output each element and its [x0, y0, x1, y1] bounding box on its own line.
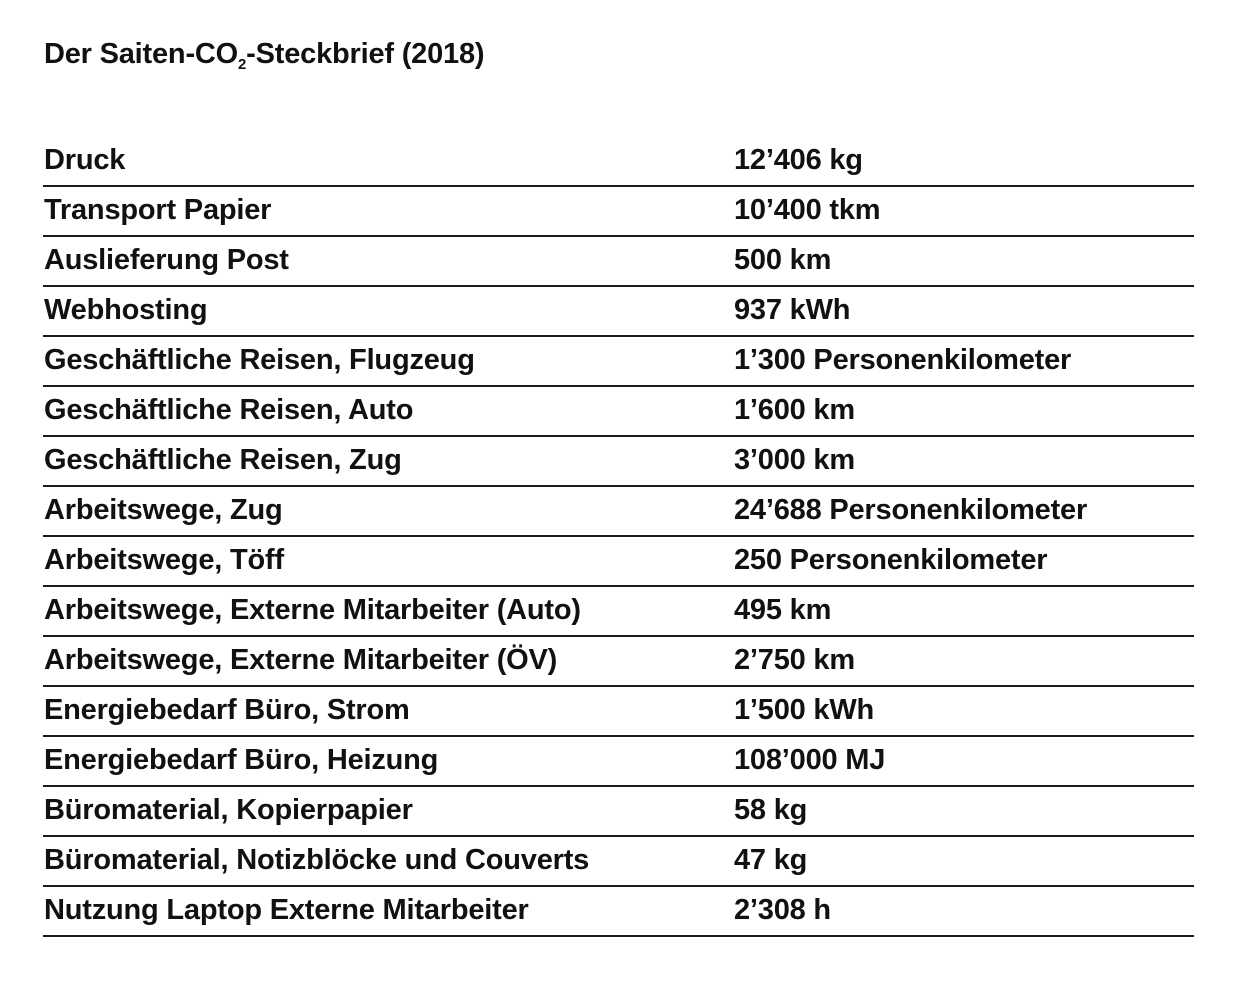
- table-row: [43, 487, 1194, 537]
- row-value: 1’300 Personenkilometer: [734, 344, 1072, 376]
- row-value: 10’400 tkm: [734, 194, 881, 226]
- row-value: 108’000 MJ: [734, 744, 886, 776]
- row-value: 1’600 km: [734, 394, 855, 426]
- row-label: Büromaterial, Kopierpapier: [44, 794, 413, 826]
- title-suffix: -Steckbrief (2018): [246, 38, 485, 70]
- row-value: 1’500 kWh: [734, 694, 875, 726]
- row-label: Arbeitswege, Zug: [44, 494, 283, 526]
- row-value: 937 kWh: [734, 294, 851, 326]
- row-label: Geschäftliche Reisen, Zug: [44, 444, 402, 476]
- row-label: Transport Papier: [44, 194, 272, 226]
- table-row: [43, 837, 1194, 887]
- table-row: [43, 387, 1194, 437]
- table-row: [43, 587, 1194, 637]
- row-label: Webhosting: [44, 294, 208, 326]
- row-value: 3’000 km: [734, 444, 855, 476]
- table-row: [43, 337, 1194, 387]
- row-label: Arbeitswege, Externe Mitarbeiter (ÖV): [44, 644, 558, 676]
- co2-table: [43, 137, 1194, 937]
- row-value: 47 kg: [734, 844, 808, 876]
- row-value: 24’688 Personenkilometer: [734, 494, 1088, 526]
- row-label: Geschäftliche Reisen, Flugzeug: [44, 344, 475, 376]
- title-subscript: 2: [238, 56, 247, 73]
- table-row: [43, 887, 1194, 937]
- row-label: Energiebedarf Büro, Heizung: [44, 744, 439, 776]
- row-value: 495 km: [734, 594, 832, 626]
- table-row: [43, 787, 1194, 837]
- row-label: Geschäftliche Reisen, Auto: [44, 394, 414, 426]
- row-label: Büromaterial, Notizblöcke und Couverts: [44, 844, 590, 876]
- row-value: 12’406 kg: [734, 144, 863, 176]
- row-value: 250 Personenkilometer: [734, 544, 1048, 576]
- row-label: Nutzung Laptop Externe Mitarbeiter: [44, 894, 529, 926]
- row-value: 500 km: [734, 244, 832, 276]
- row-label: Arbeitswege, Töff: [44, 544, 284, 576]
- row-value: 58 kg: [734, 794, 808, 826]
- row-label: Energiebedarf Büro, Strom: [44, 694, 410, 726]
- row-label: Auslieferung Post: [44, 244, 289, 276]
- table-row: [43, 737, 1194, 787]
- table-row: [43, 687, 1194, 737]
- table-row: [43, 437, 1194, 487]
- table-row: [43, 137, 1194, 187]
- table-row: [43, 287, 1194, 337]
- table-row: [43, 237, 1194, 287]
- table-row: [43, 187, 1194, 237]
- title-prefix: Der Saiten-CO: [44, 38, 238, 70]
- table-row: [43, 637, 1194, 687]
- row-value: 2’750 km: [734, 644, 855, 676]
- row-label: Druck: [44, 144, 126, 176]
- page-title: [44, 38, 484, 71]
- row-label: Arbeitswege, Externe Mitarbeiter (Auto): [44, 594, 581, 626]
- row-value: 2’308 h: [734, 894, 831, 926]
- table-row: [43, 537, 1194, 587]
